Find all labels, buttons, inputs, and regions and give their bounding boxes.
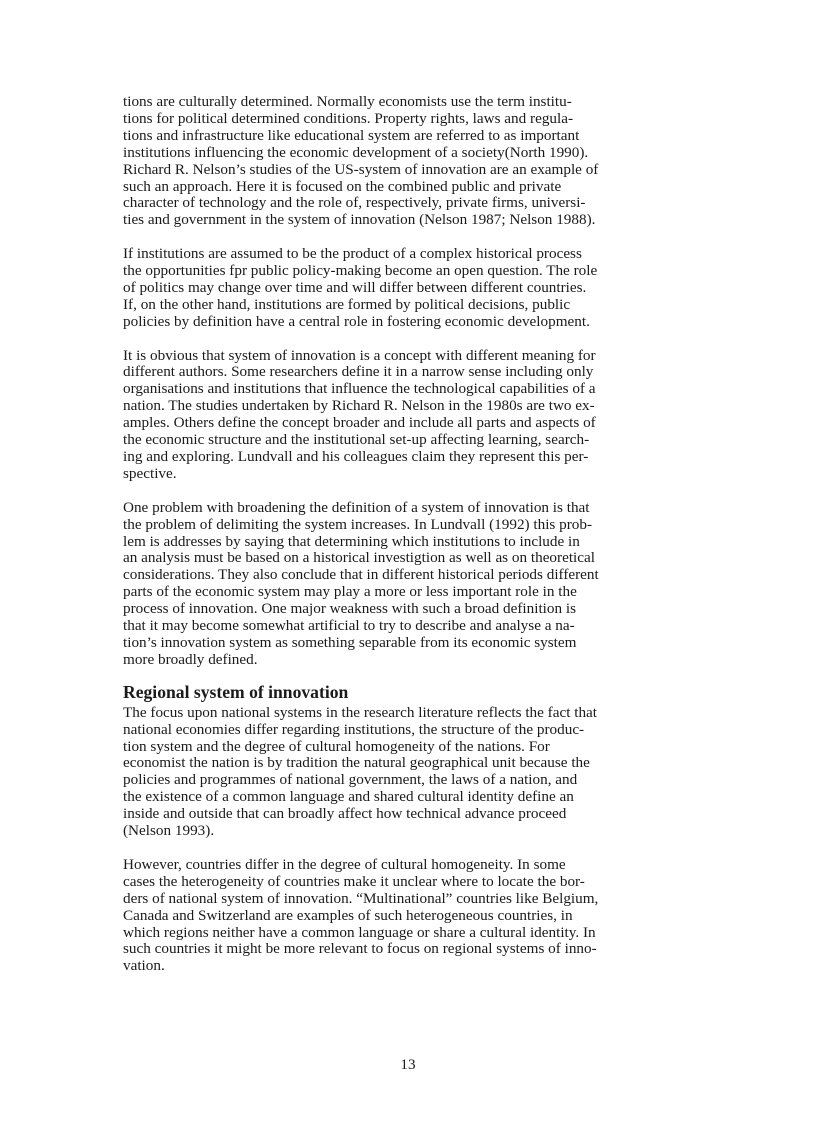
paragraph-national-systems: The focus upon national systems in the research literature reflects the fact that national economies differ regarding institutions, the structure of the produc- tion system and the degree of cultural homogeneity of the nations. For economist the nation is by tradition the natural geographical unit because the policies and programmes of national government, the laws of a nation, and the existence of a common language and shared cultural identity define an inside and outside that can broadly affect how technical advance proceed (Nelson 1993). bbox=[123, 703, 598, 840]
page-number: 13 bbox=[400, 1056, 416, 1073]
paragraph-concept-meaning: It is obvious that system of innovation is a concept with different meaning for different authors. Some researchers define it in a narrow sense including only organisations and institutions that influence the technological capabilities of a nation. The studies undertaken by Richard R. Nelson in the 1980s are two ex- amples. Others define the concept broader and include all parts and aspects of the economic structure and the institutional set-up affecting learning, search- ing and exploring. Lundvall and his colleagues claim they represent this per- spective. bbox=[123, 346, 596, 482]
paragraph-historical-process: If institutions are assumed to be the product of a complex historical process the opportunities fpr public policy-making become an open question. The role of politics may change over time and will differ between different countries. If, on the other hand, institutions are formed by political decisions, public policies by definition have a central role in fostering economic development. bbox=[123, 245, 598, 330]
paragraph-institutions: tions are culturally determined. Normally economists use the term institu- tions for political determined conditions. Property rights, laws and regula- tions and infrastructure like educational system are referred to as important institutions influencing the economic development of a society(North 1990). Richard R. Nelson’s studies of the US-system of innovation are an example of such an approach. Here it is focused on the combined public and private character of technology and the role of, respectively, private firms, universi- ties and government in the system of innovation (Nelson 1987; Nelson 1988). bbox=[123, 93, 599, 229]
paragraph-cultural-homogeneity: However, countries differ in the degree of cultural homogeneity. In some cases the heterogeneity of countries make it unclear where to locate the bor- ders of national system of innovation. “Multinational” countries like Belgium, Canada and Switzerland are examples of such heterogeneous countries, in which regions neither have a common language or share a cultural identity. In such countries it might be more relevant to focus on regional systems of inno- vation. bbox=[123, 855, 599, 975]
paragraph-broadening-definition: One problem with broadening the definition of a system of innovation is that the problem of delimiting the system increases. In Lundvall (1992) this prob- lem is addresses by saying that determining which institutions to include in an analysis must be based on a historical investigtion as well as on theoretical considerations. They also conclude that in different historical periods different parts of the economic system may play a more or less important role in the process of innovation. One major weakness with such a broad definition is that it may become somewhat artificial to try to describe and analyse a na- tion’s innovation system as something separable from its economic system more broadly defined. bbox=[123, 498, 599, 668]
document-page bbox=[123, 94, 696, 975]
section-heading: Regional system of innovation bbox=[123, 681, 349, 702]
